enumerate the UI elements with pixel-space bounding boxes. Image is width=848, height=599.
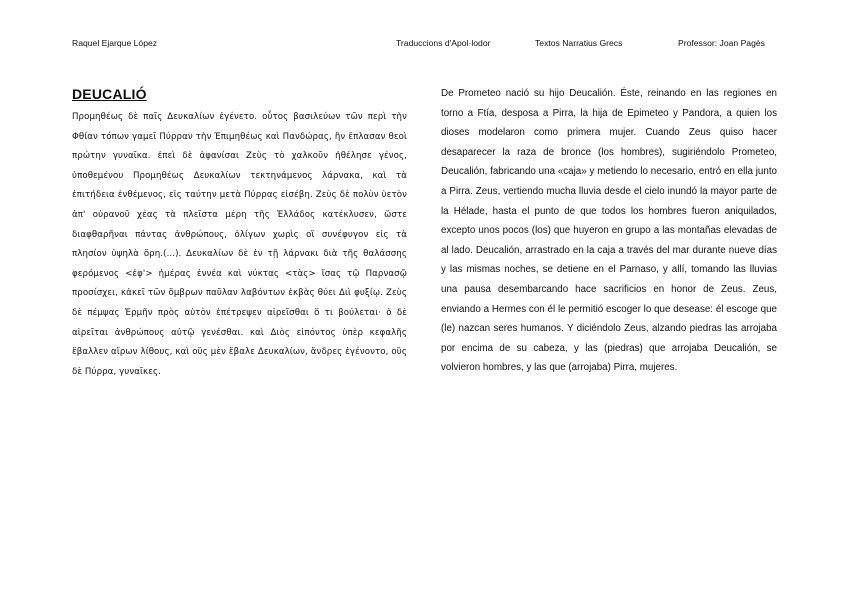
translation-column (441, 84, 777, 378)
header-course: Textos Narratius Grecs (535, 38, 623, 48)
page-header (0, 38, 848, 50)
page-title: DEUCALIÓ (72, 86, 147, 102)
header-professor: Professor: Joan Pagès (678, 38, 765, 48)
greek-column (72, 86, 407, 382)
header-work-title: Traduccions d'Apol·lodor (396, 38, 491, 48)
greek-text: Προμηθέως δὲ παῖς Δευκαλίων ἐγένετο. οὗτος βασιλεύων τῶν περὶ τὴν Φθίαν τόπων γαμεῖ Πύρραν τὴν Ἐπιμηθέως καὶ Πανδώρας, ἣν ἔπλασαν θεοὶ πρώτην γυναῖκα. ἐπεὶ δὲ ἀφανίσαι Ζεὺς τὸ χαλκοῦν ἠθέλησε γένος, ὑποθεμένου Προμηθέως Δευκαλίων τεκτηνάμενος λάρνακα, καὶ τὰ ἐπιτήδεια ἐνθέμενος, εἰς ταύτην μετὰ Πύρρας εἰσέβη. Ζεὺς δὲ πολὺν ὑετὸν ἀπ' οὐρανοῦ χέας τὰ πλεῖστα μέρη τῆς Ἑλλάδος κατέκλυσεν, ὥστε διαφθαρῆναι πάντας ἀνθρώπους, ὀλίγων χωρὶς οἳ συνέφυγον εἰς τὰ πλησίον ὑψηλὰ ὄρη.(...). Δευκαλίων δὲ ἐν τῇ λάρνακι διὰ τῆς θαλάσσης φερόμενος <ἐφ'> ἡμέρας ἐννέα καὶ νύκτας <τὰς> ἴσας τῷ Παρνασῷ προσίσχει, κἀκεῖ τῶν ὄμβρων παῦλαν λαβόντων ἐκβὰς θύει Διὶ φυξίῳ. Ζεὺς δὲ πέμψας Ἑρμῆν πρὸς αὐτὸν ἐπέτρεψεν αἱρεῖσθαι ὅ τι βούλεται· ὁ δὲ αἱρεῖται ἀνθρώπους αὐτῷ γενέσθαι. καὶ Διὸς εἰπόντος ὑπὲρ κεφαλῆς ἔβαλλεν αἴρων λίθους, καὶ οὓς μὲν ἔβαλε Δευκαλίων, ἄνδρες ἐγένοντο, οὓς δὲ Πύρρα, γυναῖκες. (72, 112, 407, 377)
spanish-translation: De Prometeo nació su hijo Deucalión. Éste, reinando en las regiones en torno a Ftía, desposa a Pirra, la hija de Epimeteo y Pandora, a quien los dioses modelaron como primera mujer. Cuando Zeus quiso hacer desaparecer la raza de bronce (los hombres), sugiriéndolo Prometeo, Deucalión, fabricando una «caja» y metiendo lo necesario, entró en ella junto a Pirra. Zeus, vertiendo mucha lluvia desde el cielo inundó la mayor parte de la Hélade, hasta el punto de que todos los hombres fueron aniquilados, excepto unos pocos (los) que huyeron en grupo a las montañas elevadas de al lado. Deucalión, arrastrado en la caja a través del mar durante nueve días y las mismas noches, se detiene en el Parnaso, y allí, tomando las lluvias una pausa desembarcando hace sacrificios en honor de Zeus. Zeus, enviando a Hermes con él le permitió escoger lo que desease: él escoge que (le) nazcan seres humanos. Y diciéndolo Zeus, alzando piedras las arrojaba por encima de su cabeza, y las (piedras) que arrojaba Deucalión, se volvieron hombres, y las que (arrojaba) Pirra, mujeres. (441, 88, 777, 374)
header-author: Raquel Ejarque López (72, 38, 158, 48)
